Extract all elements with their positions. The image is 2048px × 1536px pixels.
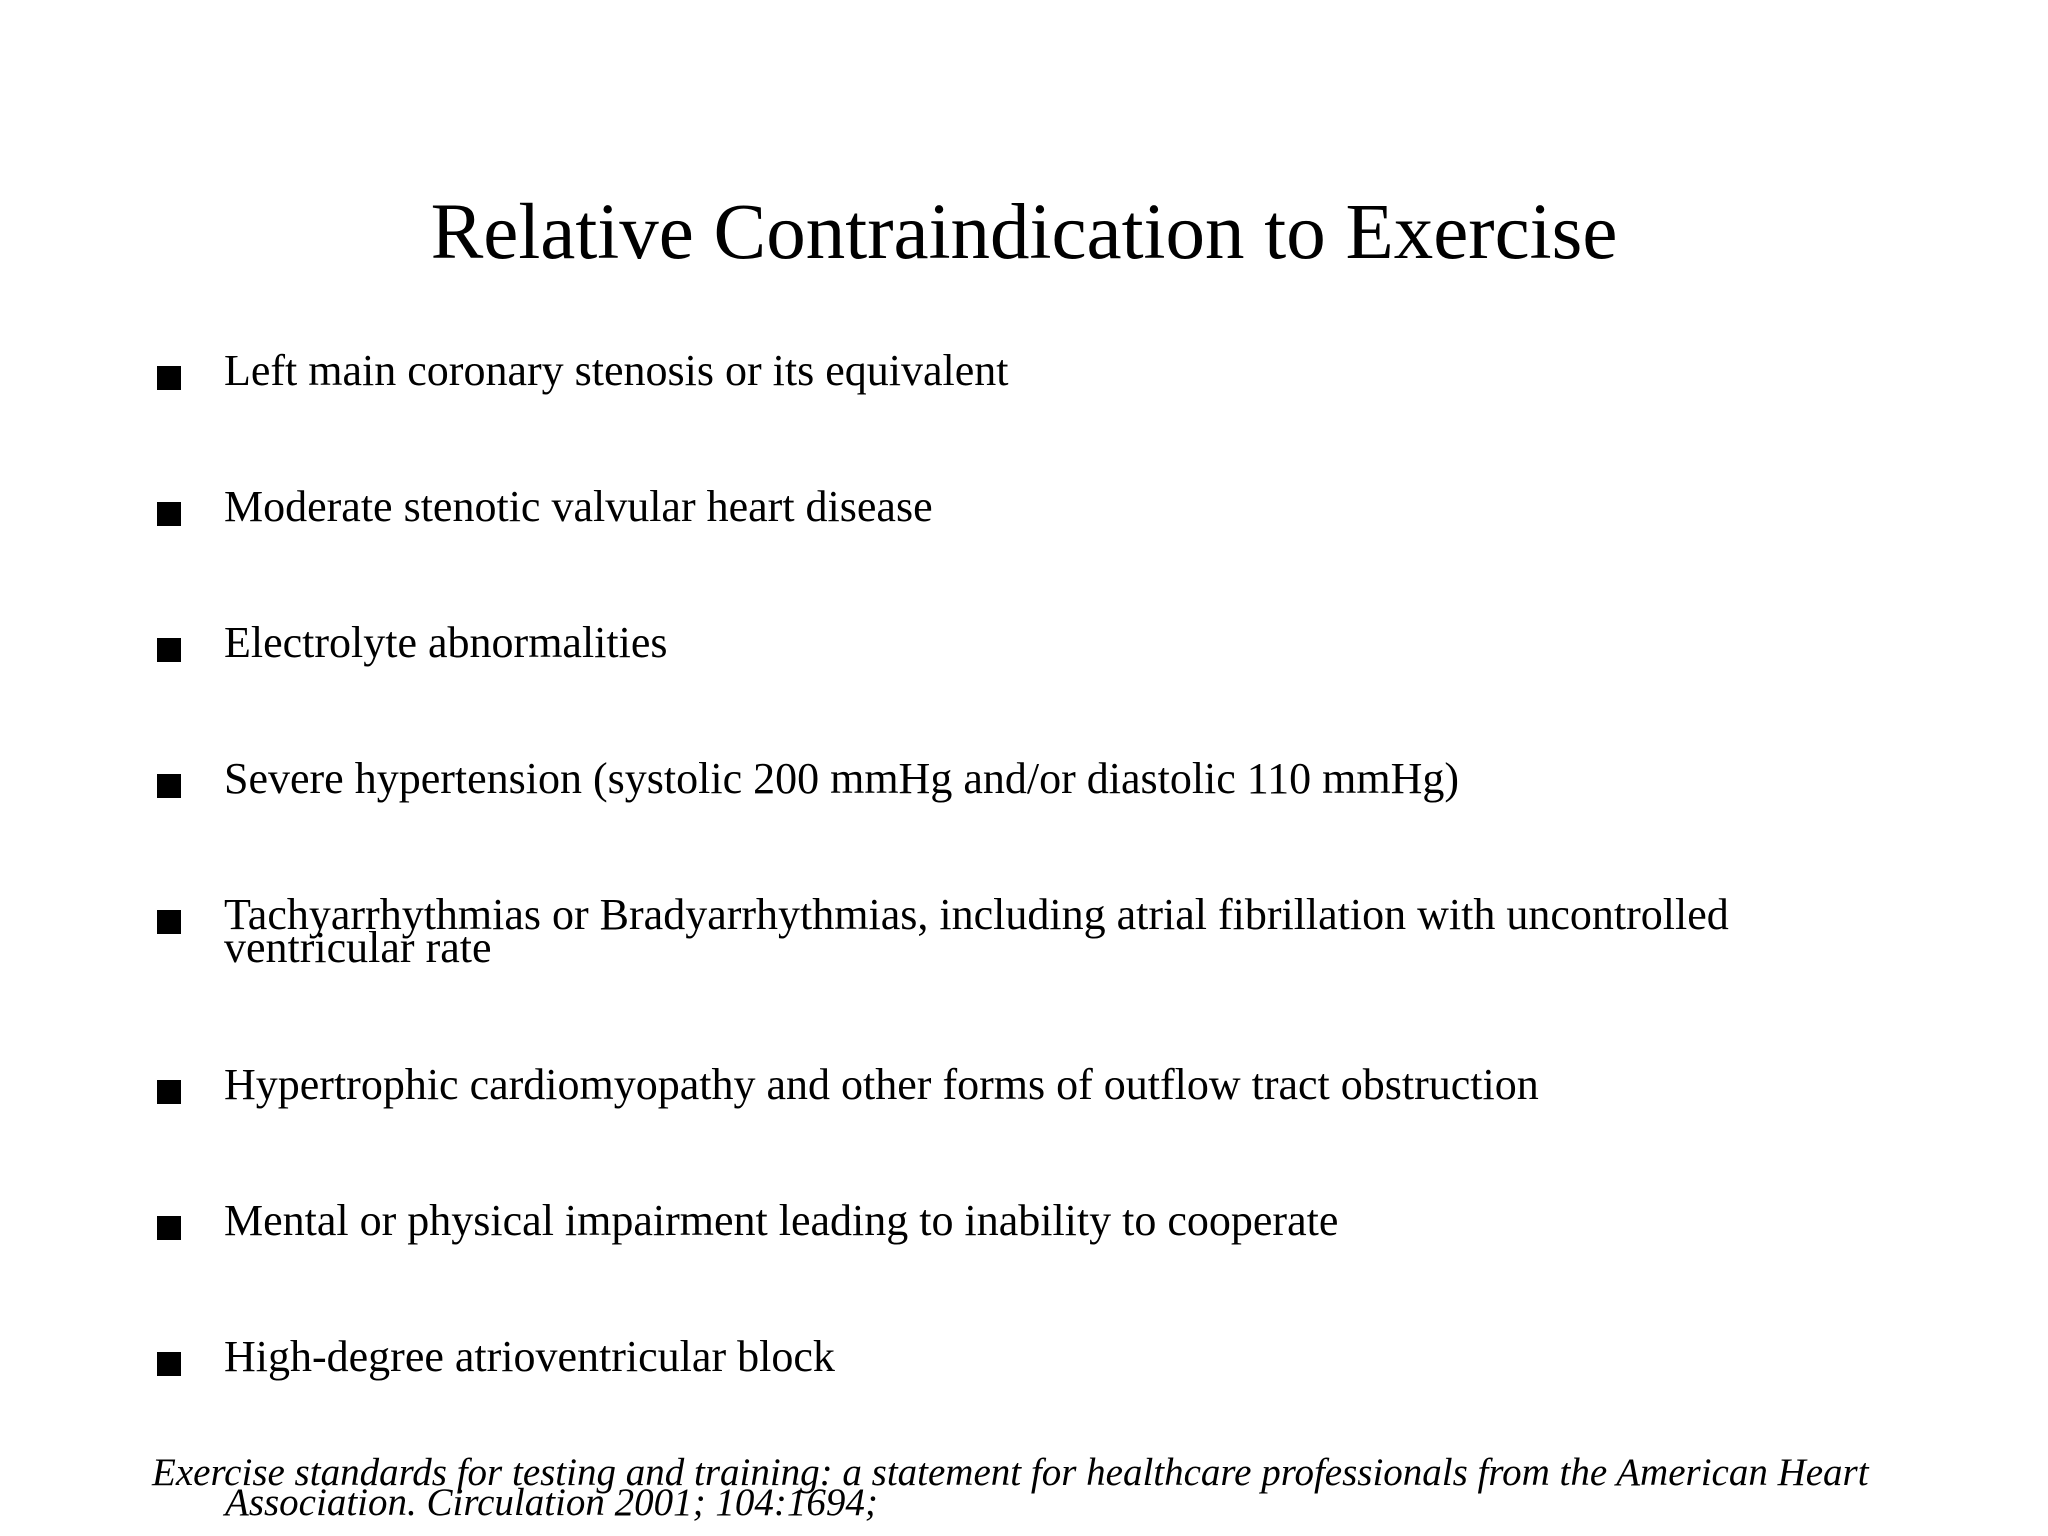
square-bullet-icon <box>157 1352 181 1376</box>
square-bullet-icon <box>157 366 181 390</box>
square-bullet-icon <box>157 1216 181 1240</box>
list-item-text: Electrolyte abnormalities <box>224 618 668 667</box>
square-bullet-icon <box>157 910 181 934</box>
citation: Exercise standards for testing and training: a statement for healthcare professionals from the American Heart Association. Circulation 2001; 104:1694; <box>152 1451 1869 1524</box>
square-bullet-icon <box>157 638 181 662</box>
list-item-text: Moderate stenotic valvular heart disease <box>224 482 933 531</box>
list-item-text: Severe hypertension (systolic 200 mmHg and/or diastolic 110 mmHg) <box>224 754 1460 803</box>
slide-title: Relative Contraindication to Exercise <box>430 189 1618 276</box>
square-bullet-icon <box>157 774 181 798</box>
square-bullet-icon <box>157 1080 181 1104</box>
list-item-text: High-degree atrioventricular block <box>224 1332 835 1381</box>
list-item-text: Mental or physical impairment leading to inability to cooperate <box>224 1196 1339 1245</box>
square-bullet-icon <box>157 502 181 526</box>
list-item-text: Tachyarrhythmias or Bradyarrhythmias, including atrial fibrillation with uncontrolled ventricular rate <box>224 890 1729 972</box>
list-item-text: Hypertrophic cardiomyopathy and other forms of outflow tract obstruction <box>224 1060 1539 1109</box>
list-item-text: Left main coronary stenosis or its equivalent <box>224 346 1009 395</box>
